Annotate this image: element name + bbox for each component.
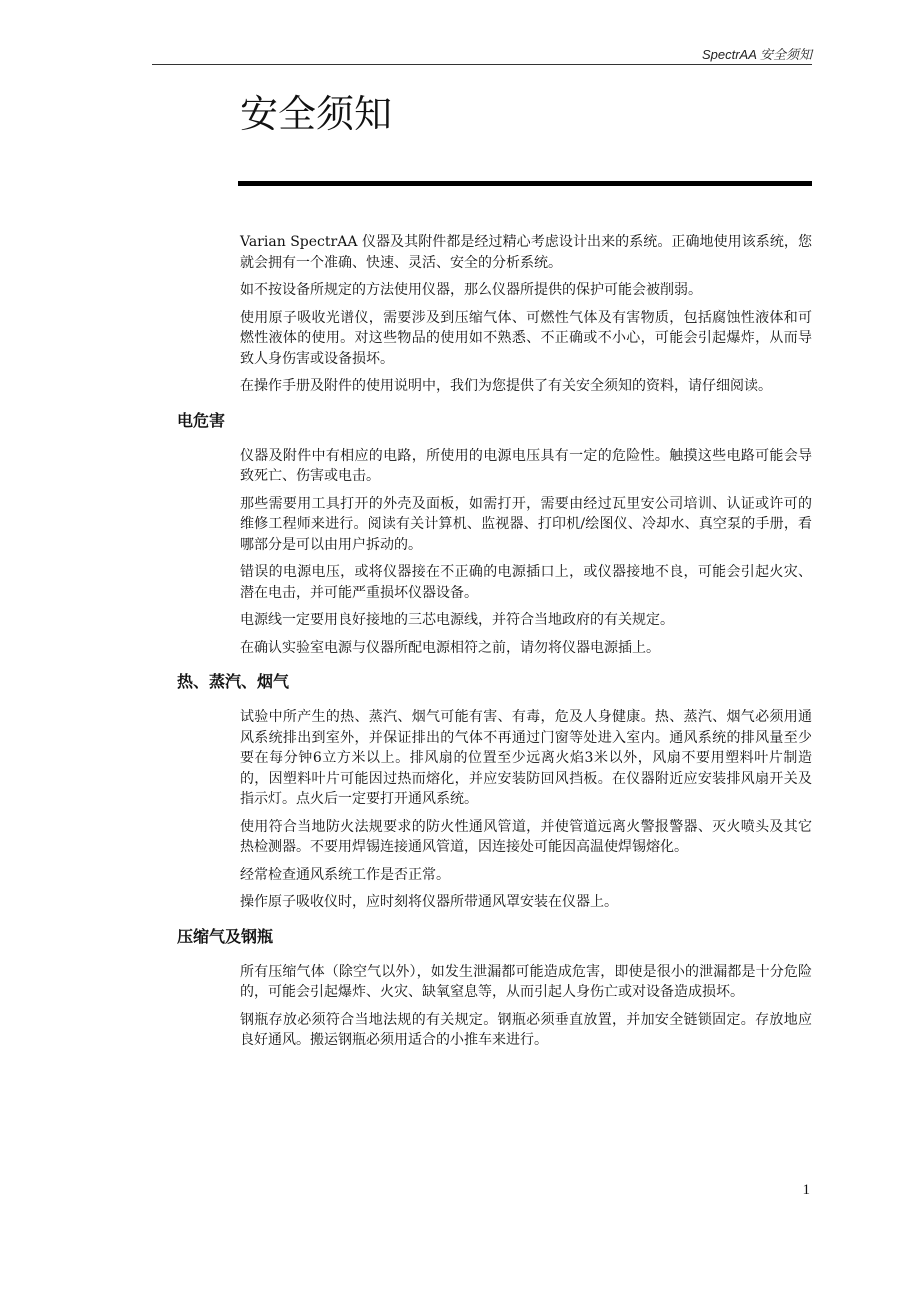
title-rule <box>238 181 812 186</box>
page-title: 安全须知 <box>240 92 393 136</box>
section-heading-heat-vapor-fumes: 热、蒸汽、烟气 <box>177 672 290 691</box>
section-paragraph: 在确认实验室电源与仪器所配电源相符之前，请勿将仪器电源插上。 <box>240 639 660 656</box>
section-paragraph: 错误的电源电压，或将仪器接在不正确的电源插口上，或仪器接地不良，可能会引起火灾、潜在电击，并可能严重损坏仪器设备。 <box>240 564 812 601</box>
section-paragraph: 使用符合当地防火法规要求的防火性通风管道，并使管道远离火警报警器、灭火喷头及其它热检测器。不要用焊锡连接通风管道，因连接处可能因高温使焊锡熔化。 <box>240 818 812 855</box>
section-paragraph: 操作原子吸收仪时，应时刻将仪器所带通风罩安装在仪器上。 <box>240 894 618 910</box>
page-number: 1 <box>802 1182 810 1198</box>
intro-paragraph: 如不按设备所规定的方法使用仪器，那么仪器所提供的保护可能会被削弱。 <box>240 282 702 298</box>
running-header: SpectrAA 安全须知 <box>701 47 812 62</box>
intro-paragraph: 在操作手册及附件的使用说明中，我们为您提供了有关安全须知的资料，请仔细阅读。 <box>240 378 772 394</box>
intro-paragraph: 使用原子吸收光谱仪，需要涉及到压缩气体、可燃性气体及有害物质，包括腐蚀性液体和可燃性液体的使用。对这些物品的使用如不熟悉、不正确或不小心，可能会引起爆炸，从而导致人身伤害或设备损坏。 <box>240 309 812 367</box>
section-paragraph: 仪器及附件中有相应的电路，所使用的电源电压具有一定的危险性。触摸这些电路可能会导致死亡、伤害或电击。 <box>240 447 812 484</box>
section-heading-electrical: 电危害 <box>177 410 226 430</box>
section-paragraph: 所有压缩气体（除空气以外），如发生泄漏都可能造成危害，即使是很小的泄漏都是十分危险的，可能会引起爆炸、火灾、缺氧窒息等，从而引起人身伤亡或对设备造成损坏。 <box>240 963 812 1000</box>
intro-paragraph: Varian SpectrAA 仪器及其附件都是经过精心考虑设计出来的系统。正确地使用该系统，您就会拥有一个准确、快速、灵活、安全的分析系统。 <box>240 234 812 271</box>
section-heading-compressed-gas: 压缩气及钢瓶 <box>177 926 274 946</box>
header-rule <box>152 64 812 65</box>
section-paragraph: 试验中所产生的热、蒸汽、烟气可能有害、有毒，危及人身健康。热、蒸汽、烟气必须用通风系统排出到室外，并保证排出的气体不再通过门窗等处进入室内。通风系统的排风量至少要在每分钟6立方米以上。排风扇的位置至少远离火焰3米以外，风扇不要用塑料叶片制造的，因塑料叶片可能因过热而熔化，并应安装防回风挡板。在仪器附近应安装排风扇开关及指示灯。点火后一定要打开通风系统。 <box>240 709 812 807</box>
section-paragraph: 电源线一定要用良好接地的三芯电源线，并符合当地政府的有关规定。 <box>240 612 674 628</box>
section-paragraph: 经常检查通风系统工作是否正常。 <box>240 866 450 883</box>
section-paragraph: 那些需要用工具打开的外壳及面板，如需打开，需要由经过瓦里安公司培训、认证或许可的维修工程师来进行。阅读有关计算机、监视器、打印机/绘图仪、冷却水、真空泵的手册，看哪部分是可以由用户拆动的。 <box>240 495 812 553</box>
document-body <box>0 232 920 1058</box>
section-paragraph: 钢瓶存放必须符合当地法规的有关规定。钢瓶必须垂直放置，并加安全链锁固定。存放地应良好通风。搬运钢瓶必须用适合的小推车来进行。 <box>240 1011 812 1048</box>
